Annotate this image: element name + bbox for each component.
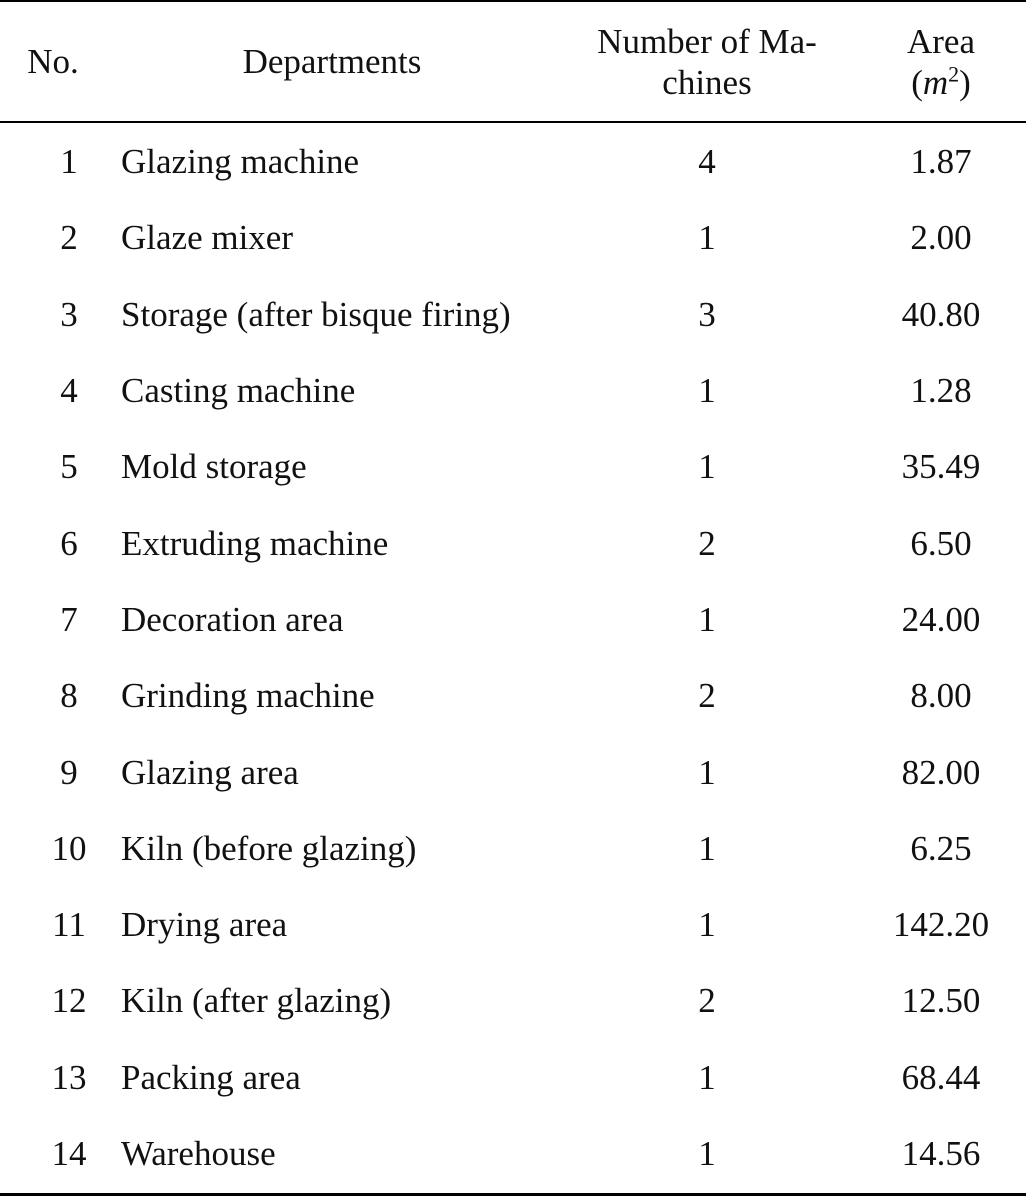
cell-area: 2.00 <box>910 218 972 258</box>
table-row <box>0 505 1026 581</box>
cell-department: Kiln (before glazing) <box>121 828 417 868</box>
cell-area: 68.44 <box>901 1057 981 1097</box>
table-row <box>0 658 1026 734</box>
table-row <box>0 811 1026 887</box>
cell-area: 1.28 <box>910 371 972 411</box>
table-row <box>0 887 1026 963</box>
header-area-unit <box>907 62 975 103</box>
table-body <box>0 124 1026 1192</box>
cell-area: 142.20 <box>892 905 990 945</box>
cell-no: 12 <box>51 981 87 1021</box>
cell-department: Drying area <box>121 905 288 945</box>
cell-department: Glazing machine <box>121 142 360 182</box>
cell-area: 14.56 <box>901 1134 981 1173</box>
cell-no: 8 <box>60 676 78 716</box>
cell-area: 6.25 <box>910 828 972 868</box>
header-area-close-paren: ) <box>959 62 971 102</box>
cell-area: 35.49 <box>901 447 981 487</box>
table-row <box>0 1040 1026 1116</box>
cell-no: 10 <box>51 828 87 868</box>
cell-no: 5 <box>60 447 78 487</box>
cell-department: Grinding machine <box>121 676 375 716</box>
cell-number-of-machines: 2 <box>698 981 716 1021</box>
table-row <box>0 963 1026 1039</box>
cell-area: 6.50 <box>910 523 972 563</box>
cell-department: Glaze mixer <box>121 218 293 258</box>
cell-no: 11 <box>52 905 86 945</box>
cell-number-of-machines: 2 <box>698 676 716 716</box>
table-row <box>0 1116 1026 1192</box>
cell-number-of-machines: 1 <box>698 1057 716 1097</box>
table-header-rule <box>0 121 1026 123</box>
cell-number-of-machines: 4 <box>698 142 716 182</box>
cell-number-of-machines: 1 <box>698 218 716 258</box>
cell-number-of-machines: 1 <box>698 599 716 639</box>
cell-area: 1.87 <box>910 142 972 182</box>
table-row <box>0 353 1026 429</box>
cell-no: 13 <box>51 1057 87 1097</box>
cell-number-of-machines: 1 <box>698 371 716 411</box>
table-header-row <box>0 2 1026 121</box>
cell-no: 14 <box>51 1134 87 1173</box>
table-row <box>0 124 1026 200</box>
header-area-line1: Area <box>906 21 975 61</box>
cell-no: 7 <box>60 599 78 639</box>
header-area-open-paren: ( <box>911 62 923 102</box>
cell-number-of-machines: 3 <box>698 294 716 334</box>
table-row <box>0 277 1026 353</box>
header-machines-line1: Number of Ma- <box>597 21 817 61</box>
cell-number-of-machines: 1 <box>698 905 716 945</box>
header-machines-line2: chines <box>662 62 752 102</box>
cell-department: Casting machine <box>121 371 356 411</box>
cell-area: 8.00 <box>910 676 972 716</box>
header-number-of-machines <box>558 2 856 121</box>
header-area-unit-m: m <box>922 62 949 102</box>
cell-department: Kiln (after glazing) <box>121 981 392 1021</box>
cell-department: Warehouse <box>121 1134 276 1173</box>
cell-area: 24.00 <box>901 599 981 639</box>
cell-no: 4 <box>60 371 78 411</box>
cell-number-of-machines: 1 <box>698 828 716 868</box>
table-row <box>0 734 1026 810</box>
cell-number-of-machines: 2 <box>698 523 716 563</box>
header-departments-label: Departments <box>242 42 422 81</box>
cell-no: 3 <box>60 294 78 334</box>
header-area-unit-sup: 2 <box>948 60 960 86</box>
header-area <box>856 2 1026 121</box>
table-bottom-rule <box>0 1193 1026 1196</box>
cell-number-of-machines: 1 <box>698 1134 716 1173</box>
cell-department: Mold storage <box>121 447 307 487</box>
cell-no: 9 <box>60 752 78 792</box>
header-no-label: No. <box>27 42 79 81</box>
table-row <box>0 200 1026 276</box>
cell-department: Glazing area <box>121 752 299 792</box>
table-row <box>0 582 1026 658</box>
header-no <box>0 2 106 121</box>
cell-department: Packing area <box>121 1057 301 1097</box>
cell-number-of-machines: 1 <box>698 752 716 792</box>
table-row <box>0 429 1026 505</box>
cell-no: 2 <box>60 218 78 258</box>
cell-department: Extruding machine <box>121 523 389 563</box>
cell-area: 82.00 <box>901 752 981 792</box>
cell-no: 6 <box>60 523 78 563</box>
header-departments <box>106 2 558 121</box>
cell-no: 1 <box>60 142 78 182</box>
cell-area: 40.80 <box>901 294 981 334</box>
cell-department: Storage (after bisque firing) <box>121 294 511 334</box>
cell-number-of-machines: 1 <box>698 447 716 487</box>
cell-area: 12.50 <box>901 981 981 1021</box>
cell-department: Decoration area <box>121 599 344 639</box>
